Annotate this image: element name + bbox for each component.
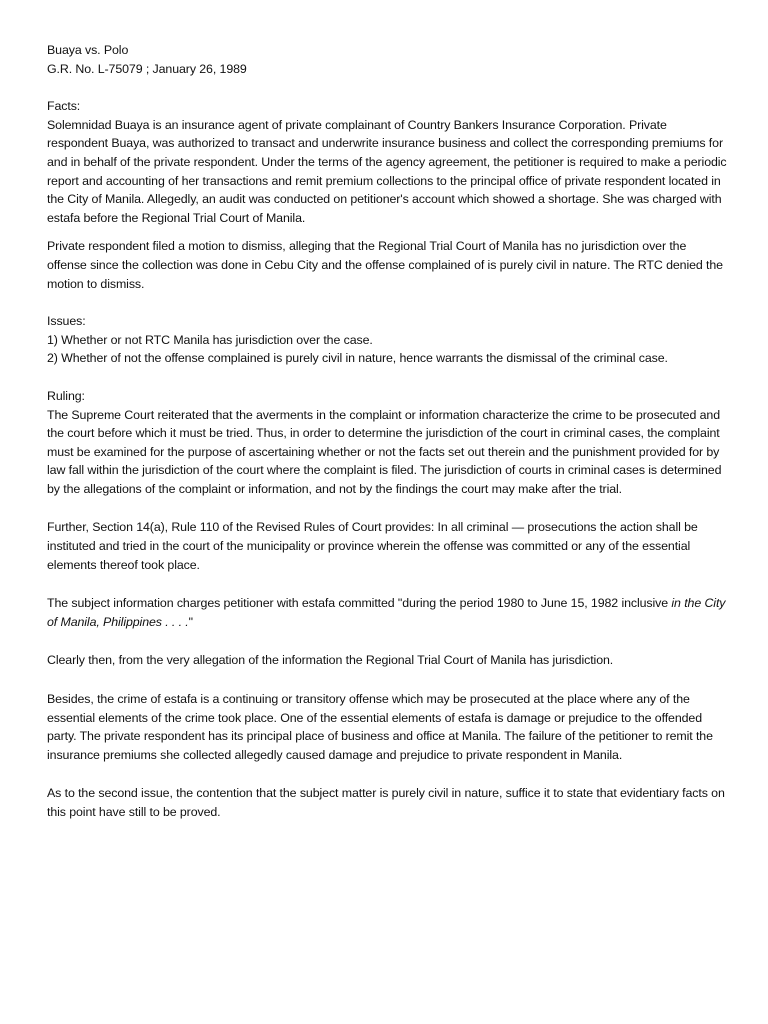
- ruling-paragraph-2: Further, Section 14(a), Rule 110 of the Revised Rules of Court provides: In all criminal — prosecutions the action shall be instituted and tried in the court of the municipality or province wherein the offense was committed or any of the essential elements thereof took place.: [47, 520, 698, 572]
- facts-paragraph-1: Solemnidad Buaya is an insurance agent of private complainant of Country Bankers Insurance Corporation. Private respondent Buaya, was authorized to transact and underwrite insurance business and collect the corresponding premiums for and in behalf of the private respondent. Under the terms of the agency agreement, the petitioner is required to make a periodic report and accounting of her transactions and remit premium collections to the principal office of private respondent located in the City of Manila. Allegedly, an audit was conducted on petitioner's account which showed a shortage. She was charged with estafa before the Regional Trial Court of Manila.: [47, 117, 727, 225]
- ruling-paragraph-3: [47, 594, 727, 631]
- case-title: Buaya vs. Polo: [47, 43, 129, 57]
- ruling-paragraph-3-italic: in the City of Manila, Philippines . . . .: [47, 596, 726, 629]
- ruling-paragraph-1: The Supreme Court reiterated that the averments in the complaint or information characterize the crime to be prosecuted and the court before which it must be tried. Thus, in order to determine the jurisdiction of the court in criminal cases, the complaint must be examined for the purpose of ascertaining whether or not the facts set out therein and the punishment provided for by law fall within the jurisdiction of the court where the complaint is filed. The jurisdiction of courts in criminal cases is determined by the allegations of the complaint or information, and not by the findings the court may make after the trial.: [47, 407, 722, 496]
- issue-item-2: 2) Whether of not the offense complained is purely civil in nature, hence warrants the dismissal of the criminal case.: [47, 351, 668, 366]
- ruling-paragraph-5: Besides, the crime of estafa is a continuing or transitory offense which may be prosecuted at the place where any of the essential elements of the crime took place. One of the essential elements of estafa is damage or prejudice to the offended party. The private respondent has its principal place of business and office at Manila. The failure of the petitioner to remit the insurance premiums she collected allegedly caused damage and prejudice to private respondent in Manila.: [47, 692, 713, 762]
- case-digest-document: [47, 41, 727, 822]
- ruling-paragraph-6: As to the second issue, the contention that the subject matter is purely civil in nature, suffice it to state that evidentiary facts on this point have still to be proved.: [47, 786, 725, 819]
- case-citation: G.R. No. L-75079 ; January 26, 1989: [47, 61, 247, 76]
- ruling-paragraph-4: Clearly then, from the very allegation of the information the Regional Trial Court of Manila has jurisdiction.: [47, 653, 614, 668]
- facts-paragraph-2: Private respondent filed a motion to dismiss, alleging that the Regional Trial Court of Manila has no jurisdiction over the offense since the collection was done in Cebu City and the offense complained of is purely civil in nature. The RTC denied the motion to dismiss.: [47, 239, 723, 291]
- issues-heading: Issues:: [47, 314, 86, 329]
- facts-heading: Facts:: [47, 99, 81, 114]
- ruling-paragraph-3-end: ": [188, 614, 193, 629]
- issue-item-1: 1) Whether or not RTC Manila has jurisdiction over the case.: [47, 332, 373, 347]
- ruling-heading: Ruling:: [47, 388, 85, 403]
- ruling-paragraph-3-text: The subject information charges petitioner with estafa committed "during the period 1980 to June 15, 1982 inclusive: [47, 596, 672, 611]
